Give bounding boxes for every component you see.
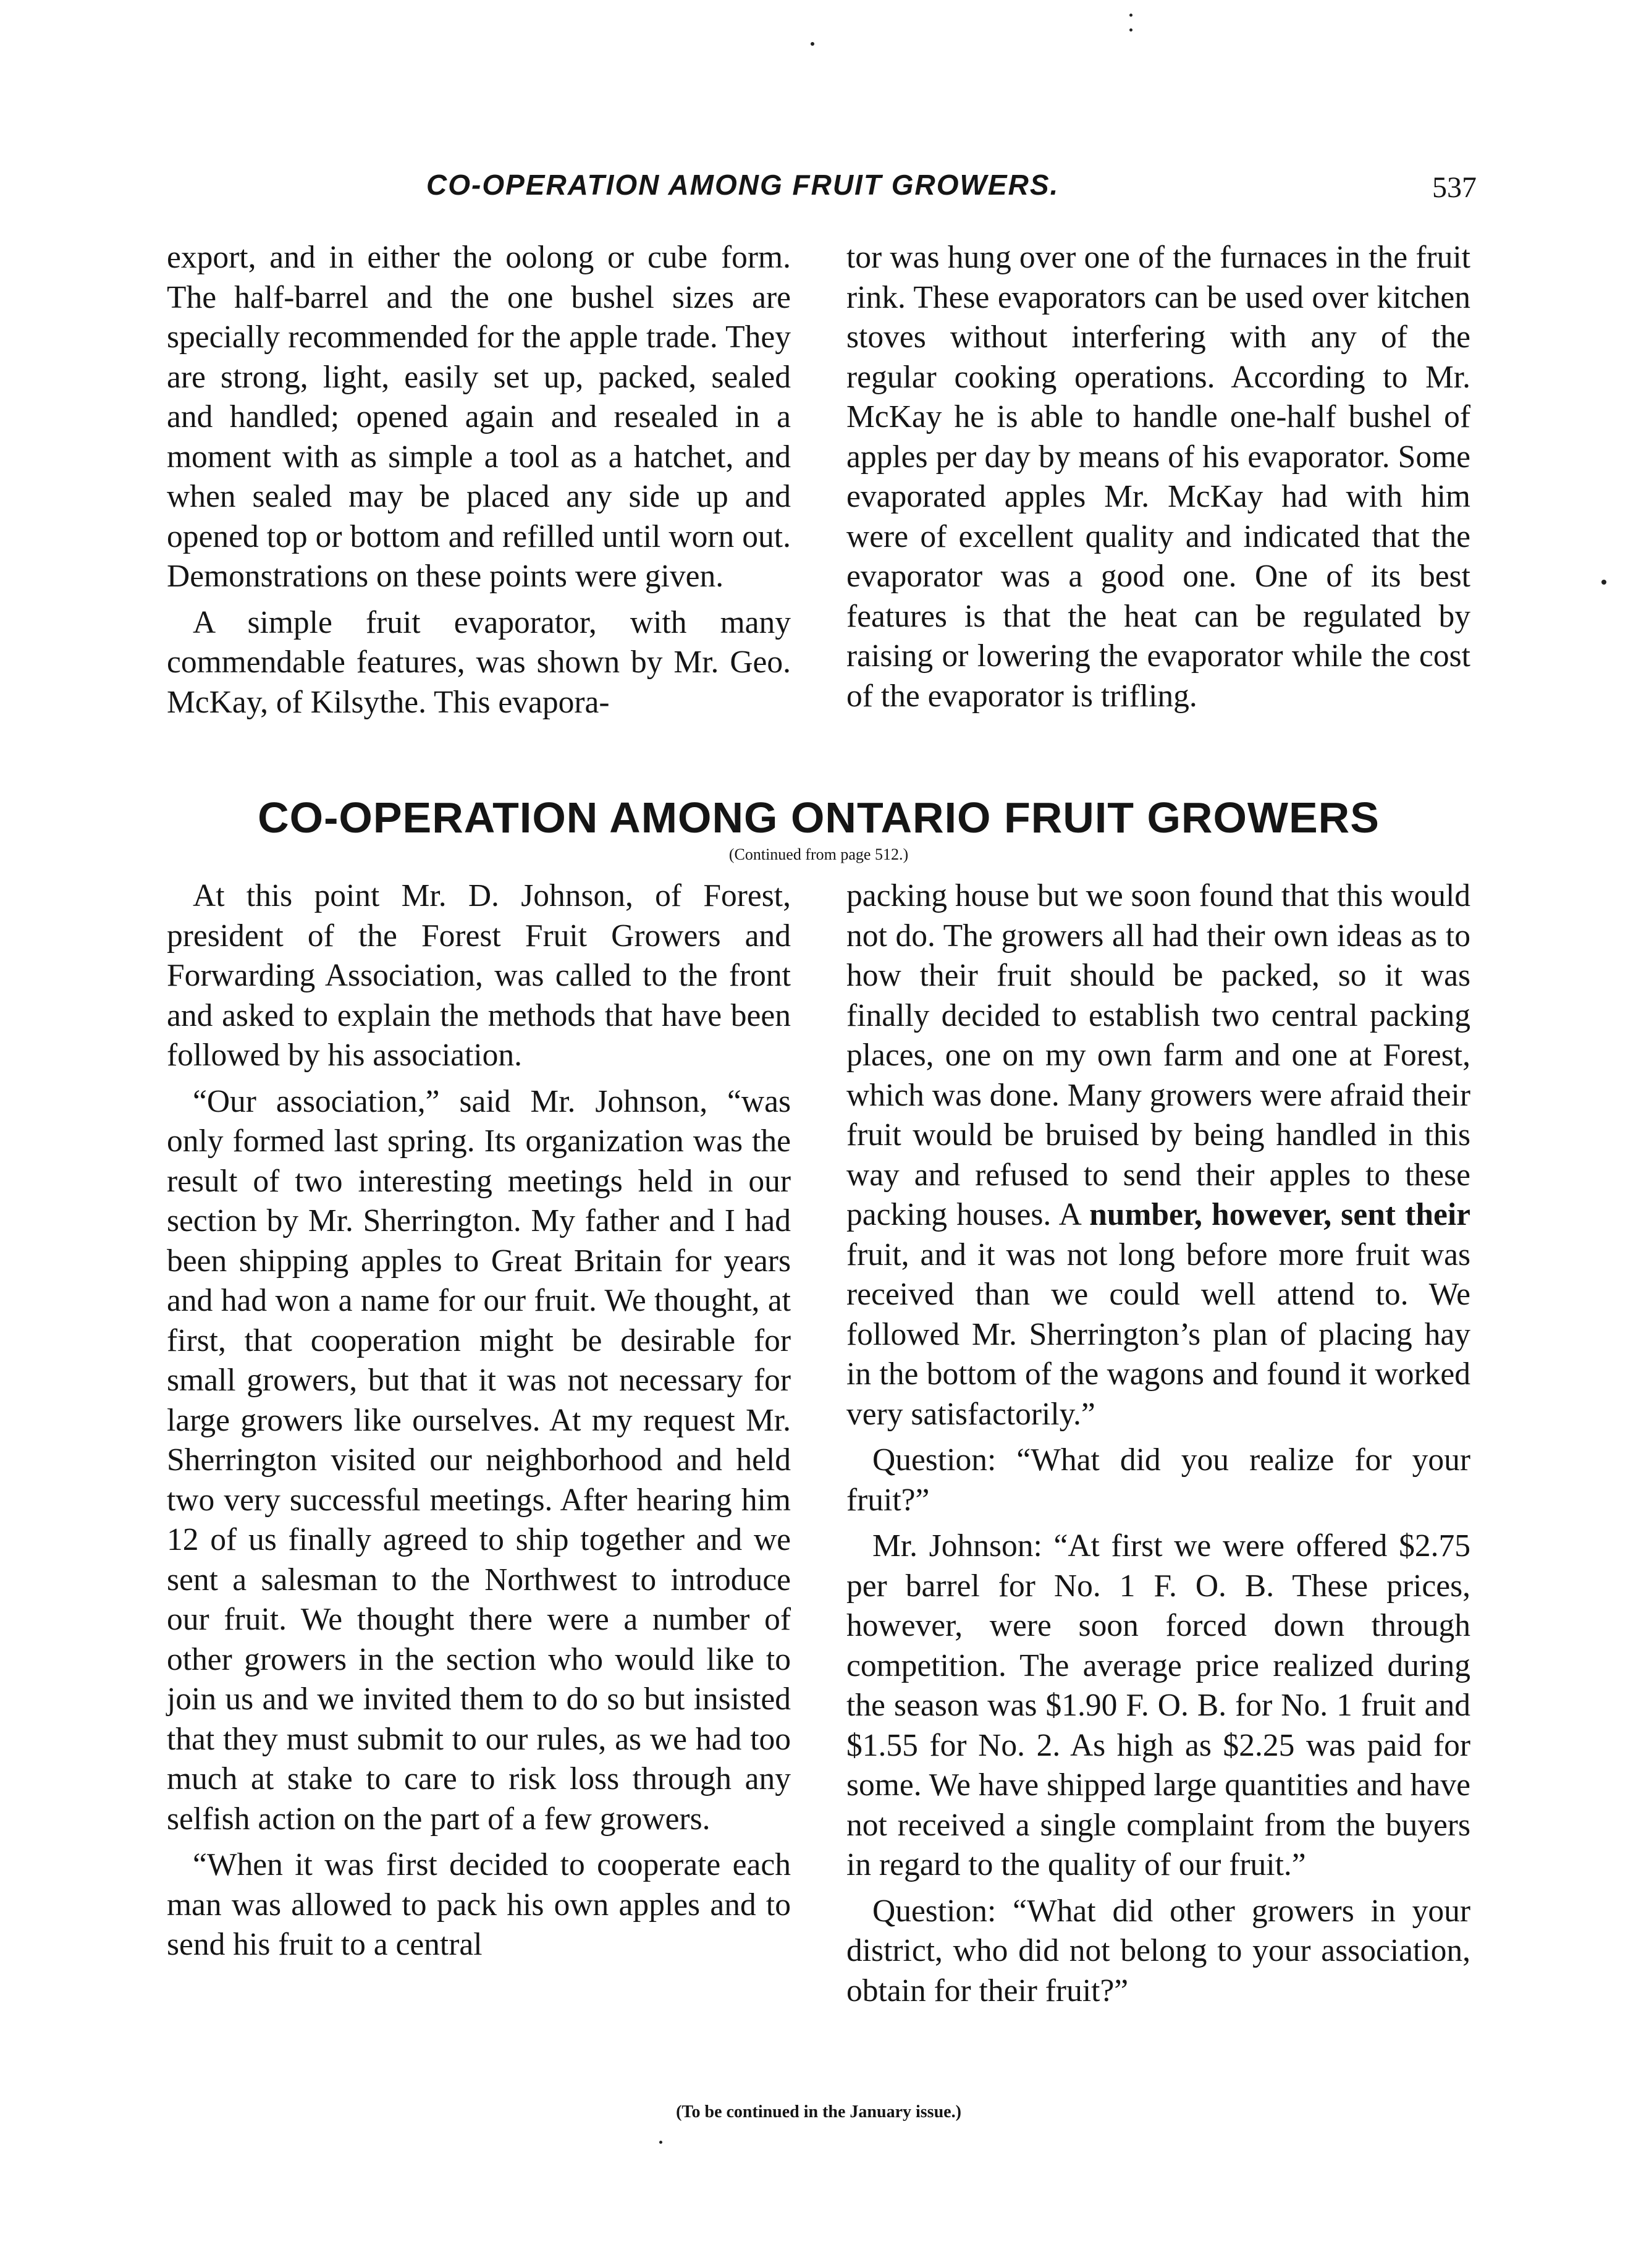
speck-mark (1129, 14, 1132, 17)
speck-mark (811, 42, 814, 46)
top-section (167, 238, 1470, 722)
paragraph: export, and in either the oolong or cube form. The half-barrel and the one bushel sizes are specially recommended for the apple trade. They are strong, light, easily set up, packed, sealed and handled; opened again and resealed in a moment with as simple a tool as a hatchet, and when sealed may be placed any side up and opened top or bottom and refilled until worn out. Demonstrations on these points were given. (167, 240, 791, 594)
top-left-column (167, 238, 791, 722)
speck-mark (659, 2141, 662, 2144)
running-title: CO-OPERATION AMONG FRUIT GROWERS. (426, 169, 1060, 201)
top-right-column (846, 238, 1470, 722)
paragraph-text: packing house but we soon found that this would not do. The growers all had their own ideas as to how their fruit should be packed, so it was finally decided to establish two central packing places, one on my own farm and one at Forest, which was done. Many growers were afraid their fruit would be bruised by being handled in this way and refused to send their apples to these packing houses. A (846, 878, 1470, 1232)
paragraph: tor was hung over one of the furnaces in the fruit rink. These evaporators can be used over kitchen stoves without interfering with any of the regular cooking operations. According to Mr. McKay he is able to handle one-half bushel of apples per day by means of his evaporator. Some evaporated apples Mr. McKay had with him were of excellent quality and indicated that the evaporator was a good one. One of its best features is that the heat can be regulated by raising or lowering the evaporator while the cost of the evaporator is trifling. (846, 240, 1470, 714)
paragraph: “Our association,” said Mr. Johnson, “was only formed last spring. Its organization was the result of two interesting meetings held in our section by Mr. Sherrington. My father and I had been shipping apples to Great Britain for years and had won a name for our fruit. We thought, at first, that cooperation might be desirable for small growers, but that it was not necessary for large growers like ourselves. At my request Mr. Sherrington visited our neighborhood and held two very successful meetings. After hearing him 12 of us finally agreed to ship together and we sent a salesman to the Northwest to introduce our fruit. We thought there were a number of other growers in the section who would like to join us and we invited them to do so but insisted that they must submit to our rules, as we had too much at stake to care to risk loss through any selfish action on the part of a few growers. (167, 1083, 791, 1837)
continued-note: (To be continued in the January issue.) (676, 2102, 961, 2122)
continued-from-note: (Continued from page 512.) (728, 845, 909, 863)
article-body (167, 876, 1470, 2011)
article-right-column (846, 876, 1470, 2011)
page-number: 537 (1432, 171, 1477, 204)
paragraph: Question: “What did other growers in your district, who did not belong to your association, obtain for their fruit?” (846, 1893, 1470, 2008)
paragraph: “When it was first decided to cooperate each man was allowed to pack his own apples and to send his fruit to a central (167, 1847, 791, 1962)
bold-text: number, however, sent their (1089, 1197, 1470, 1232)
speck-mark (1601, 580, 1606, 585)
paragraph: A simple fruit evaporator, with many commendable features, was shown by Mr. Geo. McKay, of Kilsythe. This evapora- (167, 604, 791, 720)
paragraph-text: fruit, and it was not long before more fruit was received than we could well attend to. We followed Mr. Sherrington’s plan of placing hay in the bottom of the wagons and found it worked very satisfactorily.” (846, 1237, 1470, 1432)
paragraph: Mr. Johnson: “At first we were offered $2.75 per barrel for No. 1 F. O. B. These prices, however, were soon forced down through competition. The average price realized during the season was $1.90 F. O. B. for No. 1 fruit and $1.55 for No. 2. As high as $2.25 was paid for some. We have shipped large quantities and have not received a single complaint from the buyers in regard to the quality of our fruit.” (846, 1528, 1470, 1882)
article-left-column (167, 876, 791, 2011)
speck-mark (1129, 28, 1132, 32)
article-title: CO-OPERATION AMONG ONTARIO FRUIT GROWERS (258, 793, 1380, 842)
running-head (167, 168, 1477, 205)
paragraph: At this point Mr. D. Johnson, of Forest, president of the Forest Fruit Growers and Forwarding Association, was called to the front and asked to explain the methods that have been followed by his association. (167, 878, 791, 1073)
paragraph (846, 876, 1470, 1434)
paragraph: Question: “What did you realize for your fruit?” (846, 1442, 1470, 1518)
